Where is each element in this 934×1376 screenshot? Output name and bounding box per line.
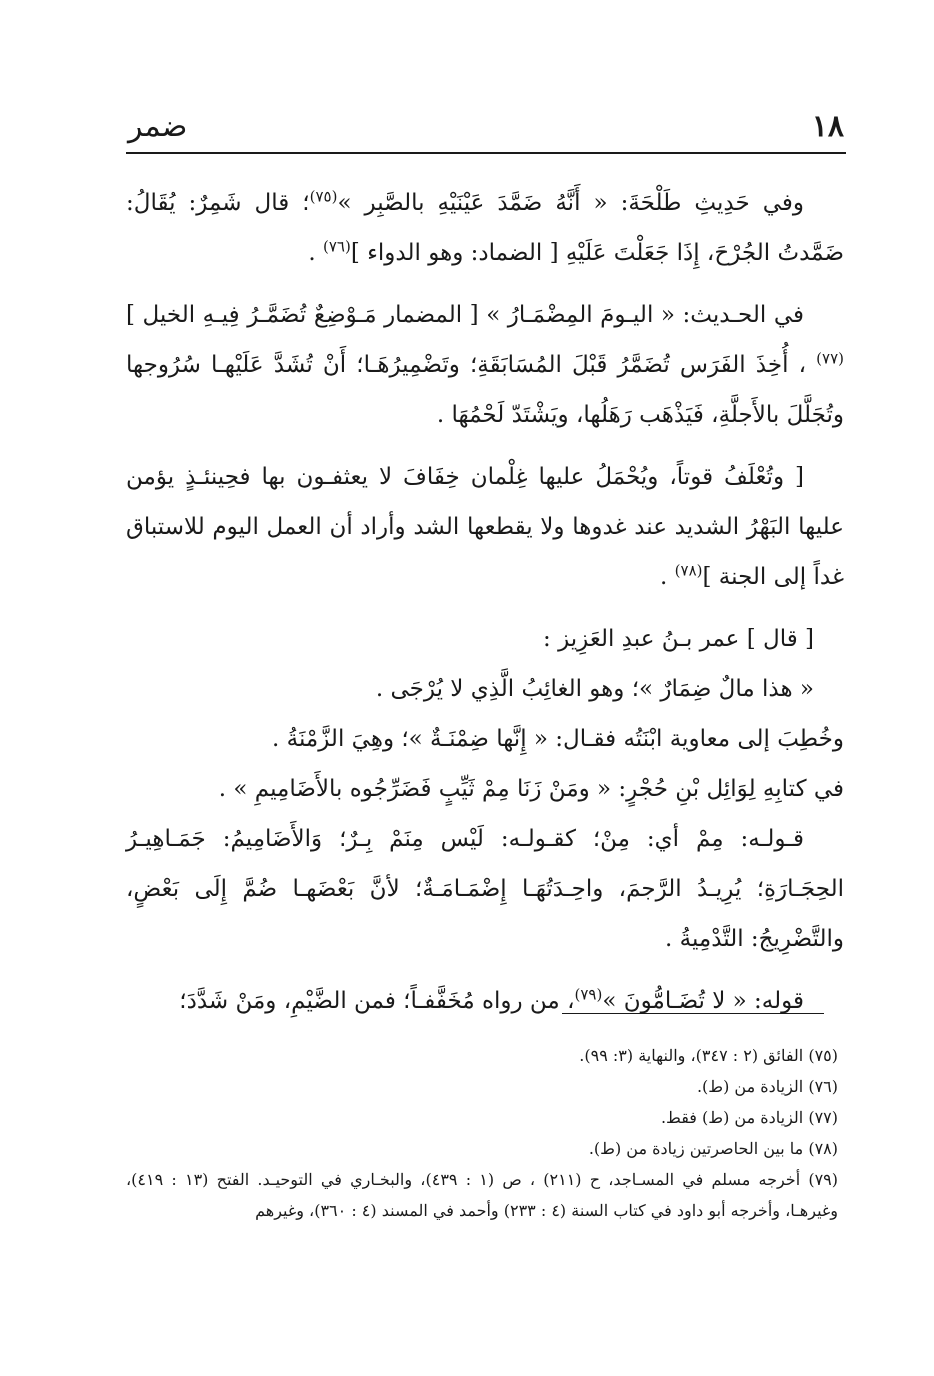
footnote-ref[interactable]: (٧٨) xyxy=(674,561,703,580)
paragraph-text: . xyxy=(660,564,675,590)
footnotes xyxy=(126,1040,838,1226)
footnote-77: (٧٧) الزيادة من (ط) فقط. xyxy=(660,1108,838,1127)
footnote-ref[interactable]: (٧٧) xyxy=(816,349,844,368)
paragraph-text: في الحـديث: « اليـومَ المِضْمَـارُ » [ المضمار مَـوْضِعٌ تُضَمَّـرُ فِيـهِ الخيل ] xyxy=(126,302,804,328)
paragraph-tulaf xyxy=(126,452,844,602)
paragraph-talha xyxy=(126,178,844,278)
paragraph-text: قوله: « لا تُضَـامُّونَ » xyxy=(602,988,804,1014)
verse-line: « هذا مالٌ ضِمَارٌ »؛ وهو الغائِبُ الَّذِي لا يُرْجَى . xyxy=(375,676,814,702)
page-number: ١٨ xyxy=(811,109,844,144)
paragraph-text: . xyxy=(308,240,323,266)
footnote-75: (٧٥) الفائق (٢ : ٣٤٧)، والنهاية (٣: ٩٩). xyxy=(579,1046,838,1065)
paragraph-midmar xyxy=(126,290,844,440)
paragraph-tudammun xyxy=(126,976,844,1026)
paragraph-text: ، من رواه مُخَفَّفـاً؛ فمن الضَّيْمِ، ومَنْ شَدَّدَ؛ xyxy=(179,988,575,1014)
verse-line: وخُطِبَ إلى معاوية ابْنَتُه فقـال: « إِنَّها ضِمْنَـةٌ »؛ وهِيَ الزَّمْنَةُ . xyxy=(272,726,844,752)
main-text xyxy=(126,178,844,1026)
paragraph-text: ؛ قال شَمِرٌ: يُقَالُ: ضَمَّدتُ الجُرْحَ، إِذَا جَعَلْتَ عَلَيْهِ [ الضماد: وهو الدواء ] xyxy=(126,190,844,266)
footnote-78: (٧٨) ما بين الحاصرتين زيادة من (ط). xyxy=(588,1139,838,1158)
verse-intro: [ قال ] عمر بـنُ عبدِ العَزِيز : xyxy=(543,626,814,652)
page-header xyxy=(128,92,844,142)
footnote-76: (٧٦) الزيادة من (ط). xyxy=(696,1077,838,1096)
verse-line: في كتابِهِ لِوَائِل بْنِ حُجْرٍ: « ومَنْ زَنَا مِمْ ثَيِّبٍ فَضَرِّجُوه بالأَضَامِيمِ » . xyxy=(218,776,844,802)
paragraph-text: ، أُخِذَ الفَرَس تُضَمَّرُ قَبْلَ المُسَابَقَةِ؛ وتَضْمِيرُهَـا؛ أَنْ تُشَدَّ عَلَيْهـا سُرُوجها وتُجَلَّلَ بالأَجلَّةِ، فَيَذْهَب رَهَلُها، ويَشْتَدّ لَحْمُهَا . xyxy=(126,352,844,428)
running-title: ضمر xyxy=(128,109,188,144)
footnote-79: (٧٩) أخرجه مسلم في المسـاجد، ح (٢١١) ، ص (١ : ٤٣٩)، والبخـاري في التوحيـد. الفتح (١٣ : ٤١٩)، وغيرهـا، وأخرجه أبو داود في كتاب السنة (٤ : ٢٣٣) وأحمد في المسند (٤ : ٣٦٠)، وغيرهم xyxy=(126,1170,839,1220)
footnote-ref[interactable]: (٧٥) xyxy=(309,187,338,206)
paragraph-text: وفي حَدِيثِ طَلْحَةَ: « أَنَّهُ ضَمَّدَ عَيْنَيْهِ بالصَّبِر » xyxy=(337,190,804,216)
paragraph-text: [ وتُعْلَفُ قوتاً، ويُحْمَلُ عليها غِلْمان خِفَافَ لا يعثفـون بها فحِينئـذٍ يؤمن عليها البَهْرُ الشديد عند غدوها ولا يقطعها الشد وأراد أن العمل اليوم للاستباق غداً إلى الجنة ] xyxy=(126,464,844,590)
paragraph-qawluh: قـولـه: مِمْ أي: مِنْ؛ كقـولـه: لَيْس مِنَمْ بِـرٌ؛ وَالأَضَامِيمُ: جَمَـاهِيـرُ الحِجَـارَةِ؛ يُرِيـدُ الرَّجمَ، واحِـدَتُهَـا إِضْمَـامَـةٌ؛ لأنَّ بَعْضَهـا ضُمَّ إِلَى بَعْضٍ، والتَّضْرِيجُ: التَّدْمِيةُ . xyxy=(126,826,844,952)
footnote-ref[interactable]: (٧٩) xyxy=(574,985,603,1004)
header-rule xyxy=(126,152,846,154)
footnote-separator xyxy=(562,1013,824,1014)
footnote-ref[interactable]: (٧٦) xyxy=(322,237,351,256)
